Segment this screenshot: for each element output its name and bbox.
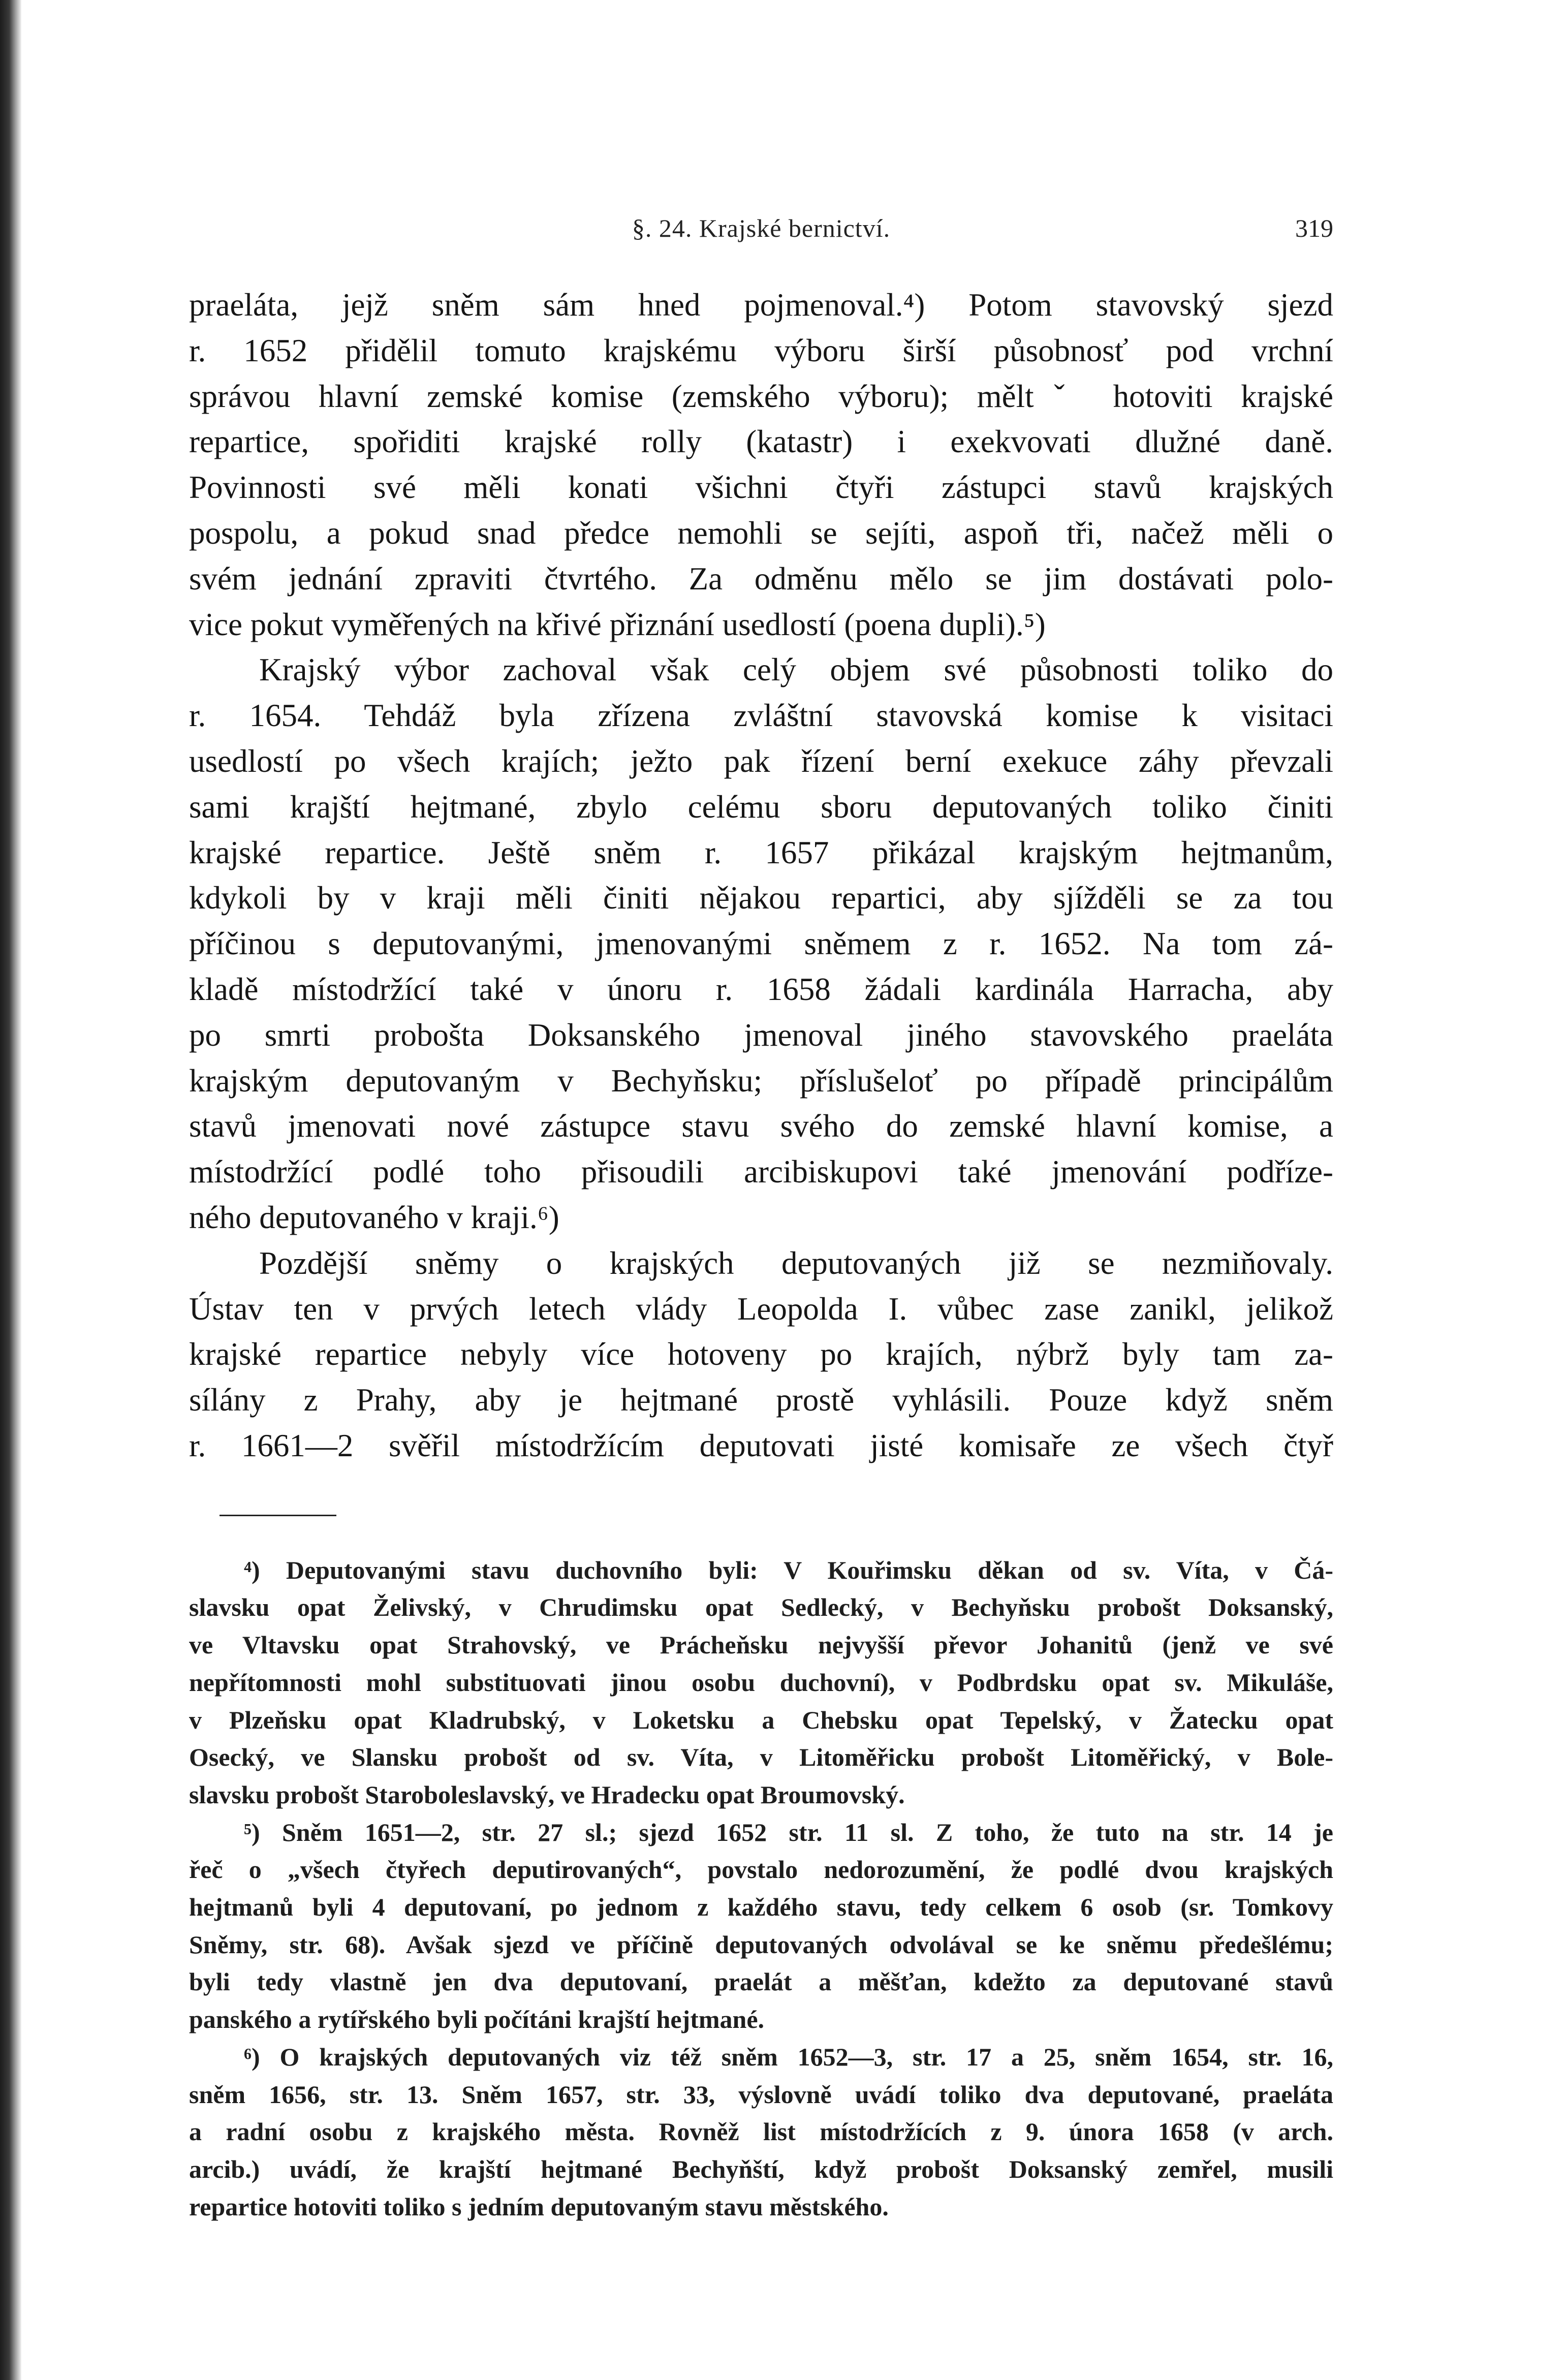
text-line: r. 1654. Tehdáž byla zřízena zvláštní stavovská komise k visitaci xyxy=(189,698,1333,734)
text-line: kdykoli by v kraji měli činiti nějakou repartici, aby sjížděli se za tou xyxy=(189,880,1333,916)
text-line: krajským deputovaným v Bechyňsku; příslušeloť po případě principálům xyxy=(189,1062,1333,1099)
footnote-line: arcib.) uvádí, že krajští hejtmané Bechyňští, když probošt Doksanský zemřel, musili xyxy=(189,2154,1333,2183)
footnote-line: byli tedy vlastně jen dva deputovaní, praelát a měšťan, kdežto za deputované stavů xyxy=(189,1967,1333,1996)
text-line: sílány z Prahy, aby je hejtmané prostě vyhlásili. Pouze když sněm xyxy=(189,1382,1333,1418)
footnote-line: řeč o „všech čtyřech deputirovaných“, povstalo nedorozumění, že podlé dvou krajských xyxy=(189,1855,1333,1884)
footnote-line: slavsku probošt Staroboleslavský, ve Hradecku opat Broumovský. xyxy=(189,1780,905,1809)
text-line: Povinnosti své měli konati všichni čtyři zástupci stavů krajských xyxy=(189,469,1333,506)
text-line: repartice, spořiditi krajské rolly (katastr) i exekvovati dlužné daně. xyxy=(189,424,1333,460)
footnote-line: nepřítomnosti mohl substituovati jinou osobu duchovní), v Podbrdsku opat sv. Mikuláše, xyxy=(189,1668,1333,1697)
footnote-line: ⁶) O krajských deputovaných viz též sněm 1652—3, str. 17 a 25, sněm 1654, str. 16, xyxy=(244,2042,1333,2071)
text-line: svém jednání zpraviti čtvrtého. Za odměnu mělo se jim dostávati polo- xyxy=(189,560,1333,597)
text-line: krajské repartice nebyly více hotoveny po krajích, nýbrž byly tam za- xyxy=(189,1336,1333,1372)
text-line: r. 1652 přidělil tomuto krajskému výboru širší působnosť pod vrchní xyxy=(189,332,1333,368)
text-line: místodržící podlé toho přisoudili arcibiskupovi také jmenování podříze- xyxy=(189,1154,1333,1190)
page-number: 319 xyxy=(1295,214,1333,242)
text-line: usedlostí po všech krajích; ježto pak řízení berní exekuce záhy převzali xyxy=(189,743,1333,779)
text-line: správou hlavní zemské komise (zemského výboru); měltˇ hotoviti krajské xyxy=(189,378,1333,414)
main-text xyxy=(189,283,1333,1469)
footnote-line: a radní osobu z krajského města. Rovněž list místodržících z 9. února 1658 (v arch. xyxy=(189,2117,1333,2146)
text-line: po smrti probošta Doksanského jmenoval jiného stavovského praeláta xyxy=(189,1017,1333,1053)
text-line: sami krajští hejtmané, zbylo celému sboru deputovaných toliko činiti xyxy=(189,789,1333,825)
page-header xyxy=(189,213,1333,259)
footnote-line: ve Vltavsku opat Strahovský, ve Prácheňsku nejvyšší převor Johanitů (jenž ve své xyxy=(189,1631,1333,1659)
footnote-rule xyxy=(220,1515,336,1516)
text-line: Pozdější sněmy o krajských deputovaných již se nezmiňovaly. xyxy=(259,1245,1333,1281)
text-line: praeláta, jejž sněm sám hned pojmenoval.⁴) Potom stavovský sjezd xyxy=(189,287,1333,323)
book-page xyxy=(189,213,1333,2226)
footnote-line: slavsku opat Želivský, v Chrudimsku opat Sedlecký, v Bechyňsku probošt Doksanský, xyxy=(189,1593,1333,1622)
footnotes xyxy=(189,1552,1333,2226)
footnote-line: Sněmy, str. 68). Avšak sjezd ve příčině deputovaných odvolával se ke sněmu předešlému; xyxy=(189,1930,1333,1959)
text-line: příčinou s deputovanými, jmenovanými sněmem z r. 1652. Na tom zá- xyxy=(189,926,1333,962)
footnote-line: ⁴) Deputovanými stavu duchovního byli: V Kouřimsku děkan od sv. Víta, v Čá- xyxy=(244,1555,1333,1584)
text-line: Ústav ten v prvých letech vlády Leopolda I. vůbec zase zanikl, jelikož xyxy=(189,1291,1333,1327)
text-line: kladě místodržící také v únoru r. 1658 žádali kardinála Harracha, aby xyxy=(189,971,1333,1007)
scan-binding-edge xyxy=(0,0,21,2380)
footnote-line: hejtmanů byli 4 deputovaní, po jednom z každého stavu, tedy celkem 6 osob (sr. Tomkovy xyxy=(189,1893,1333,1922)
text-line: ného deputovaného v kraji.⁶) xyxy=(189,1199,559,1235)
text-line: pospolu, a pokud snad předce nemohli se sejíti, aspoň tři, načež měli o xyxy=(189,515,1333,551)
running-title: §. 24. Krajské bernictví. xyxy=(632,214,891,242)
text-line: stavů jmenovati nové zástupce stavu svého do zemské hlavní komise, a xyxy=(189,1108,1333,1144)
footnote-line: v Plzeňsku opat Kladrubský, v Loketsku a Chebsku opat Tepelský, v Žatecku opat xyxy=(189,1705,1333,1734)
footnote-line: panského a rytířského byli počítáni krajští hejtmané. xyxy=(189,2005,765,2034)
text-line: Krajský výbor zachoval však celý objem své působnosti toliko do xyxy=(259,652,1333,688)
text-line: r. 1661—2 svěřil místodržícím deputovati jisté komisaře ze všech čtyř xyxy=(189,1427,1333,1463)
footnote-line: ⁵) Sněm 1651—2, str. 27 sl.; sjezd 1652 str. 11 sl. Z toho, že tuto na str. 14 je xyxy=(244,1818,1333,1846)
text-line: krajské repartice. Ještě sněm r. 1657 přikázal krajským hejtmanům, xyxy=(189,834,1333,870)
footnote-line: repartice hotoviti toliko s jedním deputovaným stavu městského. xyxy=(189,2192,889,2221)
footnote-line: Osecký, ve Slansku probošt od sv. Víta, v Litoměřicku probošt Litoměřický, v Bole- xyxy=(189,1743,1333,1772)
footnote-line: sněm 1656, str. 13. Sněm 1657, str. 33, výslovně uvádí toliko dva deputované, praeláta xyxy=(189,2080,1333,2109)
text-line: vice pokut vyměřených na křivé přiznání usedlostí (poena dupli).⁵) xyxy=(189,606,1046,642)
